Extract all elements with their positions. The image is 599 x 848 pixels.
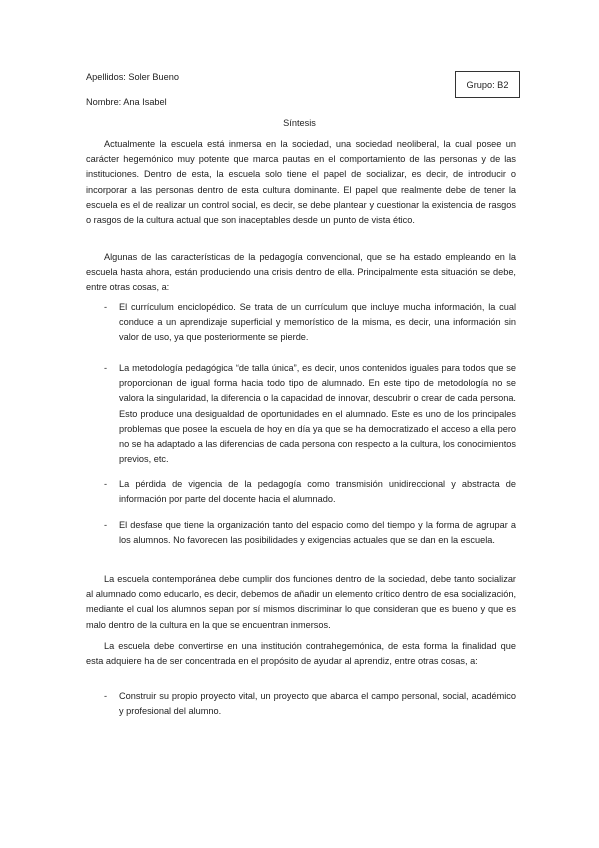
paragraph-counterhegemonic [86,639,516,669]
paragraph: La escuela debe convertirse en una institución contrahegemónica, de esta forma la finalidad que esta adquiere ha de ser concentrada en el propósito de ayudar al aprendiz, entre otras cosas, a: [86,641,516,667]
paragraph: La escuela contemporánea debe cumplir dos funciones dentro de la sociedad, debe tanto socializar al alumnado como educarlo, es decir, debemos de añadir un elemento crítico dentro de esa socialización, mediante el cual los alumnos sepan por sí mismos discriminar lo que consideran que es bueno y que es malo dentro de la cultura en la que se encuentran inmersos. [86,574,516,630]
list-item [86,300,516,346]
paragraph-intro [86,137,516,228]
bullet-dash: - [104,479,108,489]
nombre-line: Nombre: Ana Isabel [86,97,167,107]
bullet-list-item-1 [86,300,516,346]
list-item [86,518,516,548]
list-item [86,689,516,719]
paragraph: Actualmente la escuela está inmersa en la sociedad, una sociedad neoliberal, la cual posee un carácter hegemónico muy potente que marca pautas en el comportamiento de las personas y de las instituciones. Dentro de esta, la escuela solo tiene el papel de socializar, es decir, de introducir o incorporar a las personas dentro de esta cultura dominante. El papel que realmente debe de tener la escuela es el de realizar un control social, es decir, se debe plantear y cuestionar la existencia de rasgos o rasgos de la cultura actual que son inaceptables desde un punto de vista ético. [86,139,516,226]
bullet-list-item-3 [86,477,516,507]
bullet-dash: - [104,363,108,373]
bullet-dash: - [104,691,108,701]
bullet-list-item-4 [86,518,516,548]
list-item-text: El desfase que tiene la organización tanto del espacio como del tiempo y la forma de agrupar a los alumnos. No favorecen las posibilidades y exigencias actuales que se dan en la escuela. [119,520,516,546]
list-item-text: La pérdida de vigencia de la pedagogía como transmisión unidireccional y abstracta de información por parte del docente hacia el alumnado. [119,479,516,505]
grupo-box [455,71,520,98]
bullet-list-item-5 [86,689,516,719]
list-item [86,361,516,467]
page-title: Síntesis [283,118,316,128]
bullet-dash: - [104,520,108,530]
list-item-text: La metodología pedagógica “de talla única”, es decir, unos contenidos iguales para todos que se proporcionan de igual forma hacia todo tipo de alumnado. En este tipo de metodología no se valora la singularidad, la diferencia o la capacidad de innovar, descubrir o crear de cada persona. Esto produce una desigualdad de oportunidades en el alumnado. Este es uno de los principales problemas que posee la escuela de hoy en día ya que se ha democratizado el acceso a ella pero no se ha adaptado a las diferencias de cada persona con respecto a la cultura, los conocimientos previos, etc. [119,363,516,465]
paragraph-characteristics [86,250,516,296]
apellidos-line: Apellidos: Soler Bueno [86,72,179,82]
bullet-list-item-2 [86,361,516,467]
bullet-dash: - [104,302,108,312]
list-item-text: Construir su propio proyecto vital, un proyecto que abarca el campo personal, social, académico y profesional del alumno. [119,691,516,717]
paragraph-contemporary-school [86,572,516,633]
list-item [86,477,516,507]
paragraph: Algunas de las características de la pedagogía convencional, que se ha estado empleando en la escuela hasta ahora, están produciendo una crisis dentro de ella. Principalmente esta situación se debe, entre otras cosas, a: [86,252,516,293]
list-item-text: El currículum enciclopédico. Se trata de un currículum que incluye mucha información, la cual conduce a un aprendizaje superficial y memorístico de la misma, es decir, una información sin valor de uso, ya que posteriormente se pierde. [119,302,516,343]
grupo-label: Grupo: B2 [466,79,509,90]
